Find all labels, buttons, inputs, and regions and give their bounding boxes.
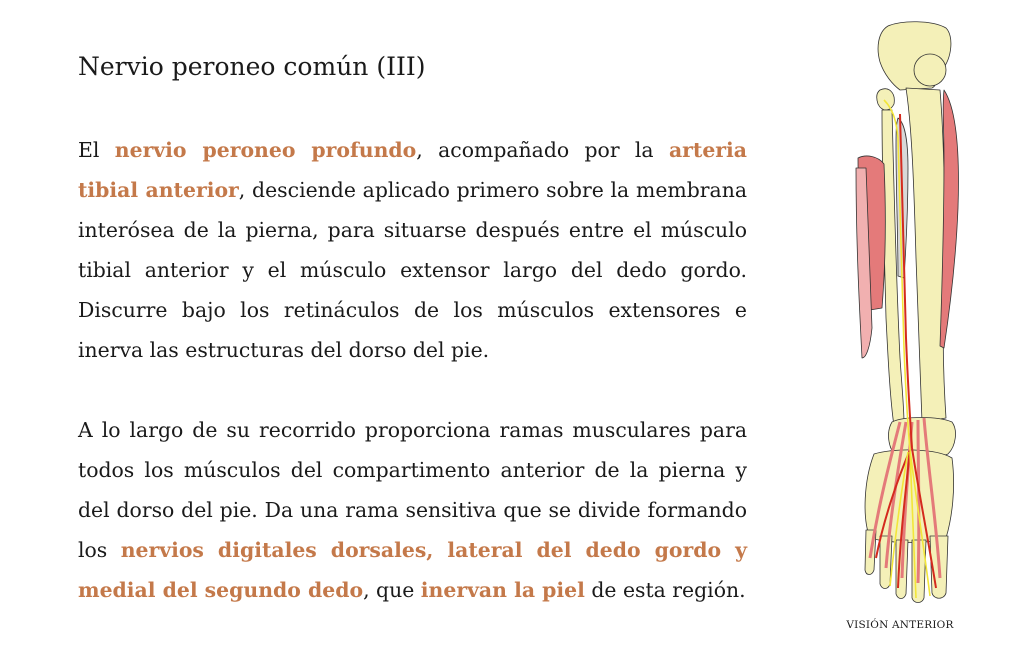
paragraph-1-text-1: El (78, 138, 115, 162)
paragraph-1-text-3: , desciende aplicado primero sobre la membrana interósea de la pierna, para situarse después entre el músculo tibial anterior y el músculo extensor largo del dedo gordo. Discurre bajo los retináculos de los músculos extensores e inerva las estructuras del dorso del pie. (78, 178, 747, 362)
paragraph-2-text-1: A lo largo de su recorrido proporciona ramas musculares para todos los músculos del compartimento anterior de la pierna y del dorso del pie. Da una rama sensitiva que se divide formando los (78, 418, 747, 562)
tibia-bone (906, 88, 946, 422)
paragraph-2-text-3: de esta región. (584, 578, 746, 602)
tendon-2 (918, 420, 919, 583)
highlight-nervios-digitales: nervios digitales dorsales, lateral del dedo gordo y medial del segundo dedo (78, 538, 747, 602)
highlight-arteria-tibial-anterior: arteria tibial anterior (78, 138, 748, 202)
body-text (78, 130, 747, 650)
highlight-inervan-la-piel: inervan la piel (420, 578, 585, 602)
paragraph-2 (78, 410, 747, 610)
highlight-nervio-peroneo-profundo: nervio peroneo profundo (114, 138, 417, 162)
fibula-head (877, 89, 895, 110)
leg-anatomy-illustration (840, 18, 960, 608)
patella-bone (914, 54, 946, 86)
figure-caption: VISIÓN ANTERIOR (846, 619, 954, 631)
page-title: Nervio peroneo común (III) (78, 52, 426, 81)
paragraph-1-text-2: , acompañado por la (416, 138, 669, 162)
paragraph-2-text-2: , que (363, 578, 421, 602)
paragraph-1 (78, 130, 747, 370)
